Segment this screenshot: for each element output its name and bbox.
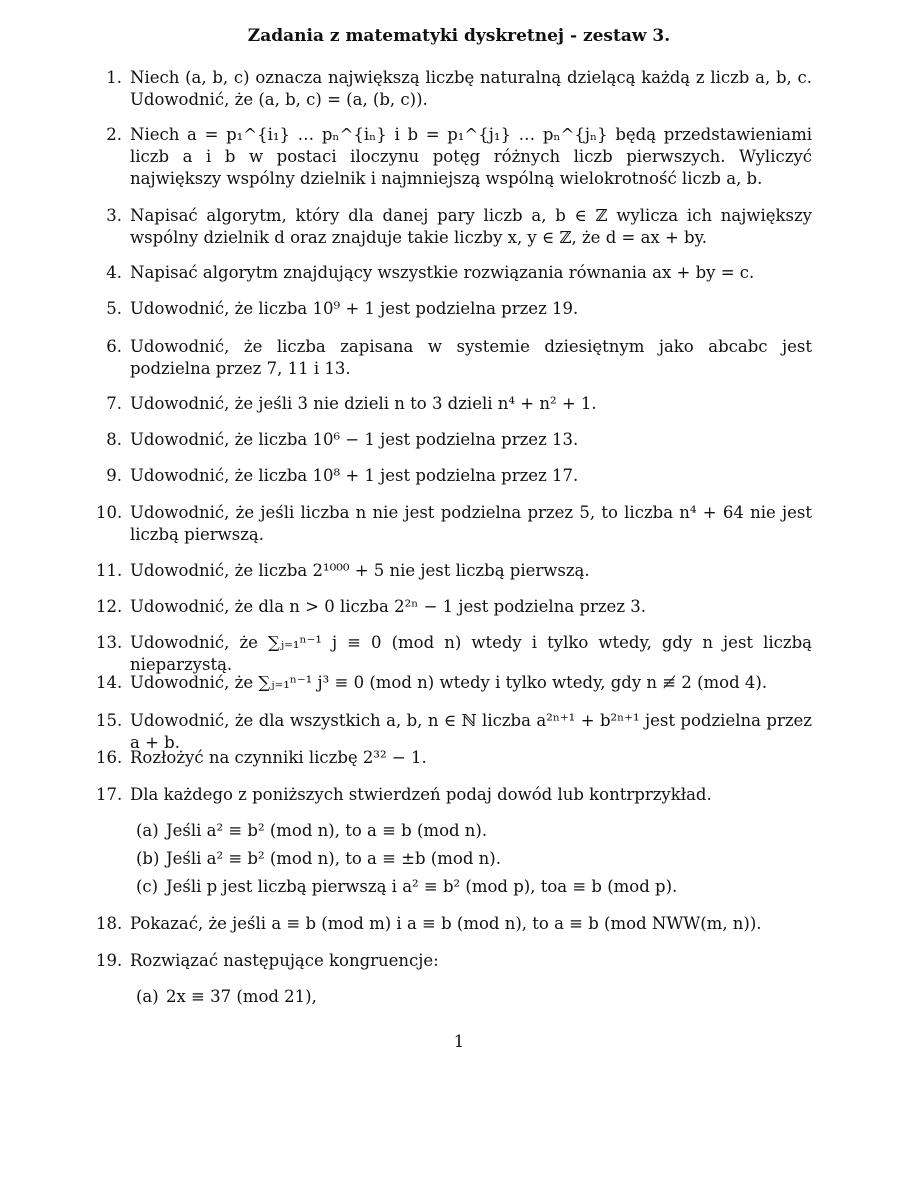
problem-item — [96, 465, 812, 487]
subitem-17c — [136, 876, 816, 898]
page-title: Zadania z matematyki dyskretnej - zestaw 3. — [247, 26, 671, 46]
problem-number: 3. — [106, 206, 122, 225]
problem-text: Napisać algorytm, który dla danej pary liczb a, b ∈ ℤ wylicza ich największy wspólny dzielnik d oraz znajduje takie liczby x, y ∈ ℤ, że d = ax + by. — [130, 206, 812, 247]
problem-number: 10. — [96, 503, 123, 522]
problem-text: Udowodnić, że liczba 10⁹ + 1 jest podzielna przez 19. — [130, 299, 579, 318]
problem-text: Udowodnić, że ∑ⱼ₌₁ⁿ⁻¹ j³ ≡ 0 (mod n) wtedy i tylko wtedy, gdy n ≢ 2 (mod 4). — [130, 673, 768, 692]
problem-text: Rozłożyć na czynniki liczbę 2³² − 1. — [130, 748, 427, 767]
subitem-text: Jeśli a² ≡ b² (mod n), to a ≡ b (mod n). — [166, 821, 488, 840]
subitem-label: (b) — [136, 849, 160, 868]
problem-number: 17. — [96, 785, 123, 804]
subitem-text: 2x ≡ 37 (mod 21), — [166, 987, 317, 1006]
problem-text: Udowodnić, że jeśli 3 nie dzieli n to 3 dzieli n⁴ + n² + 1. — [130, 394, 597, 413]
problem-text: Udowodnić, że dla n > 0 liczba 2²ⁿ − 1 jest podzielna przez 3. — [130, 597, 646, 616]
subitem-17a — [136, 820, 816, 842]
subitem-19a — [136, 986, 816, 1008]
problem-number: 12. — [96, 597, 123, 616]
problem-item — [96, 429, 812, 451]
problem-item — [96, 950, 812, 972]
problem-text: Niech (a, b, c) oznacza największą liczbę naturalną dzielącą każdą z liczb a, b, c. Udowodnić, że (a, b, c) = (a, (b, c)). — [130, 68, 812, 109]
problem-text: Udowodnić, że ∑ⱼ₌₁ⁿ⁻¹ j ≡ 0 (mod n) wtedy i tylko wtedy, gdy n jest liczbą nieparzystą. — [130, 633, 812, 674]
page-number: 1 — [453, 1032, 465, 1051]
problem-item — [96, 913, 812, 935]
problem-number: 18. — [96, 914, 123, 933]
problem-text: Udowodnić, że liczba 2¹⁰⁰⁰ + 5 nie jest liczbą pierwszą. — [130, 561, 590, 580]
problem-number: 11. — [96, 561, 123, 580]
problem-text: Udowodnić, że dla wszystkich a, b, n ∈ ℕ liczba a²ⁿ⁺¹ + b²ⁿ⁺¹ jest podzielna przez a + b. — [130, 711, 812, 752]
problem-text: Niech a = p₁^{i₁} … pₙ^{iₙ} i b = p₁^{j₁} … pₙ^{jₙ} będą przedstawieniami liczb a i b w postaci iloczynu potęg różnych liczb pierwszych. Wyliczyć największy wspólny dzielnik i najmniejszą wspólną wielokrotność liczb a, b. — [130, 125, 812, 188]
subitem-label: (c) — [136, 877, 159, 896]
problem-item — [96, 502, 812, 546]
problem-item — [96, 784, 812, 806]
problem-item — [96, 336, 812, 380]
problem-number: 16. — [96, 748, 123, 767]
problem-item — [96, 560, 812, 582]
problem-item — [96, 596, 812, 618]
problem-number: 9. — [106, 466, 122, 485]
problem-item — [96, 747, 812, 769]
problem-number: 14. — [96, 673, 123, 692]
problem-number: 6. — [106, 337, 122, 356]
problem-text: Pokazać, że jeśli a ≡ b (mod m) i a ≡ b (mod n), to a ≡ b (mod NWW(m, n)). — [130, 914, 762, 933]
subitem-label: (a) — [136, 987, 159, 1006]
subitem-17b — [136, 848, 816, 870]
subitem-text: Jeśli p jest liczbą pierwszą i a² ≡ b² (mod p), toa ≡ b (mod p). — [166, 877, 678, 896]
problem-number: 5. — [106, 299, 122, 318]
problem-text: Dla każdego z poniższych stwierdzeń podaj dowód lub kontrprzykład. — [130, 785, 712, 804]
problem-item — [96, 393, 812, 415]
problem-text: Udowodnić, że liczba 10⁸ + 1 jest podzielna przez 17. — [130, 466, 579, 485]
problem-text: Udowodnić, że jeśli liczba n nie jest podzielna przez 5, to liczba n⁴ + 64 nie jest liczbą pierwszą. — [130, 503, 812, 544]
problem-text: Napisać algorytm znajdujący wszystkie rozwiązania równania ax + by = c. — [130, 263, 755, 282]
problem-number: 1. — [106, 68, 122, 87]
problem-text: Udowodnić, że liczba zapisana w systemie dziesiętnym jako abcabc jest podzielna przez 7, 11 i 13. — [130, 337, 812, 378]
problem-item — [96, 205, 812, 249]
problem-item — [96, 262, 812, 284]
problem-item — [96, 298, 812, 320]
problem-number: 19. — [96, 951, 123, 970]
subitem-label: (a) — [136, 821, 159, 840]
problem-text: Udowodnić, że liczba 10⁶ − 1 jest podzielna przez 13. — [130, 430, 579, 449]
problem-item — [96, 672, 812, 694]
problem-number: 2. — [106, 125, 122, 144]
problem-number: 8. — [106, 430, 122, 449]
subitem-text: Jeśli a² ≡ b² (mod n), to a ≡ ±b (mod n). — [166, 849, 501, 868]
problem-number: 15. — [96, 711, 123, 730]
problem-number: 13. — [96, 633, 123, 652]
problem-number: 7. — [106, 394, 122, 413]
problem-number: 4. — [106, 263, 122, 282]
problem-item — [96, 67, 812, 111]
problem-text: Rozwiązać następujące kongruencje: — [130, 951, 439, 970]
problem-item — [96, 632, 812, 676]
problem-item — [96, 124, 812, 190]
